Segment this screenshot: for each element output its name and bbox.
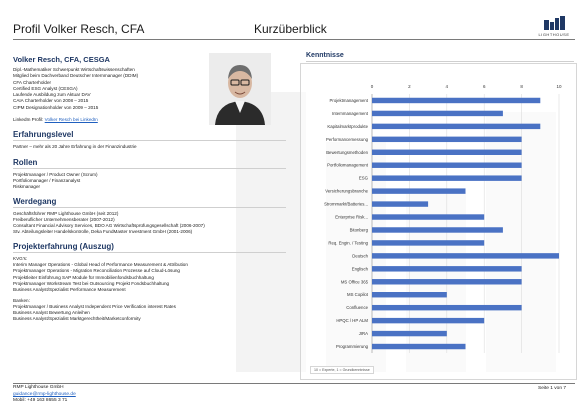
skill-bar: [372, 279, 522, 284]
project-item: Projektmanager Operations - Migration Reconciliation Prozesse auf Cloud-Lösung: [13, 268, 180, 274]
credential-item: CAIA Charterholder von 2008 – 2015: [13, 98, 89, 104]
skill-bar: [372, 150, 522, 155]
credential-item: Mitglied beim Dachverband Deutscher Internmanager (DDIM): [13, 73, 139, 79]
skill-bar: [372, 227, 503, 232]
banken-label: Banken:: [13, 297, 30, 303]
category-label: Bitonberg: [349, 227, 368, 233]
section-title-werdegang: Werdegang: [13, 196, 57, 206]
project-item: Business Analyst Bewertung Anleihen: [13, 310, 90, 316]
linkedin-label: LinkedIn Profil:: [13, 117, 44, 123]
skill-bar: [372, 214, 484, 219]
skill-bar: [372, 305, 522, 310]
category-label: MS Office 365: [340, 279, 368, 285]
role-item: Riskmanager: [13, 184, 41, 190]
category-label: HPQC / HP ALM: [336, 318, 368, 324]
role-item: Portfoliomanager / Finanzanalyst: [13, 177, 81, 183]
category-label: Projektmanagement: [329, 97, 368, 103]
linkedin-link[interactable]: Volker Resch bei LinkedIn: [44, 117, 98, 123]
skill-bar: [372, 188, 466, 193]
credential-item: Laufende Ausbildung zum Aktuar DAV: [13, 92, 91, 98]
footer-company: RMP Lighthouse GmbH: [13, 385, 64, 390]
skill-bar: [372, 253, 559, 258]
project-item: Interim Manager Operations - Global Head of Performance Measurement & Attribution: [13, 262, 188, 268]
skills-divider: [306, 61, 574, 62]
role-item: Projektmanager / Product Owner (Scrum): [13, 171, 98, 177]
skill-bar: [372, 137, 522, 142]
footer-mobile: Mobil: +49 163 8655 3 71: [13, 398, 68, 403]
career-item: Freiberuflicher Unternehmensberater (2007-2012): [13, 216, 115, 222]
footer-divider: [13, 383, 575, 384]
skill-bar: [372, 111, 503, 116]
category-label: ESG: [358, 175, 368, 181]
career-item: Stv. Abteilungsleiter Handelskontrolle, Deka FundMaster Investment GmbH (2001-2006): [13, 229, 193, 235]
category-label: Versicherungsbranche: [325, 188, 368, 194]
project-item: Projektmanager / Business Analyst Independent Price Verification interest Rates: [13, 303, 176, 309]
category-label: Portfoliomanagement: [327, 162, 368, 168]
footer-email[interactable]: guidance@rmp-lighthouse.de: [13, 391, 76, 397]
section-title-rollen: Rollen: [13, 157, 38, 167]
linkedin-line: [13, 117, 293, 123]
page-number: Seite 1 von 7: [538, 386, 567, 391]
skills-legend: 10 = Experte, 1 = Grundkenntnisse: [310, 366, 374, 374]
skill-bar: [372, 344, 466, 349]
x-tick-label: 6: [482, 84, 486, 89]
header-title: Profil Volker Resch, CFA: [13, 22, 145, 36]
career-item: Geschäftsführer RMP Lighthouse GmbH (seit 2012): [13, 210, 119, 216]
category-label: Internmanagement: [331, 110, 368, 116]
category-label: JIRA: [358, 331, 368, 337]
project-item: Business Analyst/Spezialist Marktgerechtheit/Marketconformity: [13, 316, 141, 322]
category-label: Enterprise Risk...: [335, 214, 368, 220]
category-label: Englisch: [351, 266, 368, 272]
lighthouse-logo-icon: [544, 16, 566, 30]
skill-bar: [372, 240, 484, 245]
profile-column: [13, 55, 293, 323]
career-item: Consultant Financial Advisory Services, BDO AG Wirtschaftsprüfungsgesellschaft (2006-2007): [13, 223, 205, 229]
skill-bar: [372, 201, 428, 206]
category-label: Performancemessung: [325, 136, 368, 142]
skill-bar: [372, 175, 522, 180]
company-logo: [534, 16, 574, 38]
footer: [13, 385, 76, 405]
category-label: Strommarkt/Batteries...: [324, 201, 368, 207]
section-divider: [13, 207, 286, 208]
skill-bar: [372, 331, 447, 336]
category-label: Deutsch: [352, 253, 368, 259]
project-item: Projektleiter Einführung SAP Module für Immobilienfondsbuchhaltung: [13, 274, 154, 280]
section-title-projekte: Projekterfahrung (Auszug): [13, 241, 114, 251]
x-tick-label: 8: [520, 84, 523, 89]
credential-item: CIPM Designationholder von 2009 – 2015: [13, 104, 99, 110]
skills-chart: [301, 64, 576, 379]
project-item: Projektmanager Workstream Test bei Outsourcing Projekt Fondsbuchhaltung: [13, 280, 170, 286]
profile-name: Volker Resch, CFA, CESGA: [13, 55, 110, 64]
project-item: Business Analyst/Spezialist Performance Measurement: [13, 287, 126, 293]
section-divider: [13, 252, 286, 253]
skills-chart-frame: [300, 63, 577, 380]
skill-bar: [372, 292, 447, 297]
kvg-label: KVG's:: [13, 255, 28, 261]
skill-bar: [372, 124, 540, 129]
category-label: Req. Engin. / Testing: [328, 240, 368, 246]
logo-text: LIGHTHOUSE: [538, 32, 570, 37]
experience-text: Partner – mehr als 20 Jahre Erfahrung in der Finanzindustrie: [13, 144, 137, 150]
category-label: Kapitalmarktprodukte: [327, 123, 368, 129]
credential-item: Certified ESG Analyst (CESGA): [13, 85, 78, 91]
category-label: Programmierung: [335, 344, 368, 350]
x-tick-label: 0: [370, 84, 374, 89]
skill-bar: [372, 98, 540, 103]
section-title-erfahrungslevel: Erfahrungslevel: [13, 130, 74, 140]
x-tick-label: 2: [408, 84, 411, 89]
x-tick-label: 4: [445, 84, 449, 89]
category-label: MS Copilot: [346, 292, 368, 298]
category-label: Confluence: [346, 305, 368, 311]
credential-item: CFA Charterholder: [13, 79, 52, 85]
credential-item: Dipl.-Mathematiker Schwerpunkt Wirtschaftswissenschaften: [13, 67, 135, 72]
skill-bar: [372, 163, 522, 168]
x-tick-label: 10: [556, 84, 562, 89]
section-divider: [13, 140, 286, 141]
skill-bar: [372, 318, 484, 323]
skill-bar: [372, 266, 522, 271]
header-divider: [13, 39, 575, 40]
header-subtitle: Kurzüberblick: [254, 22, 327, 36]
category-label: Bewertungsmethoden: [326, 149, 368, 155]
skills-title: Kenntnisse: [306, 52, 344, 59]
section-divider: [13, 168, 286, 169]
